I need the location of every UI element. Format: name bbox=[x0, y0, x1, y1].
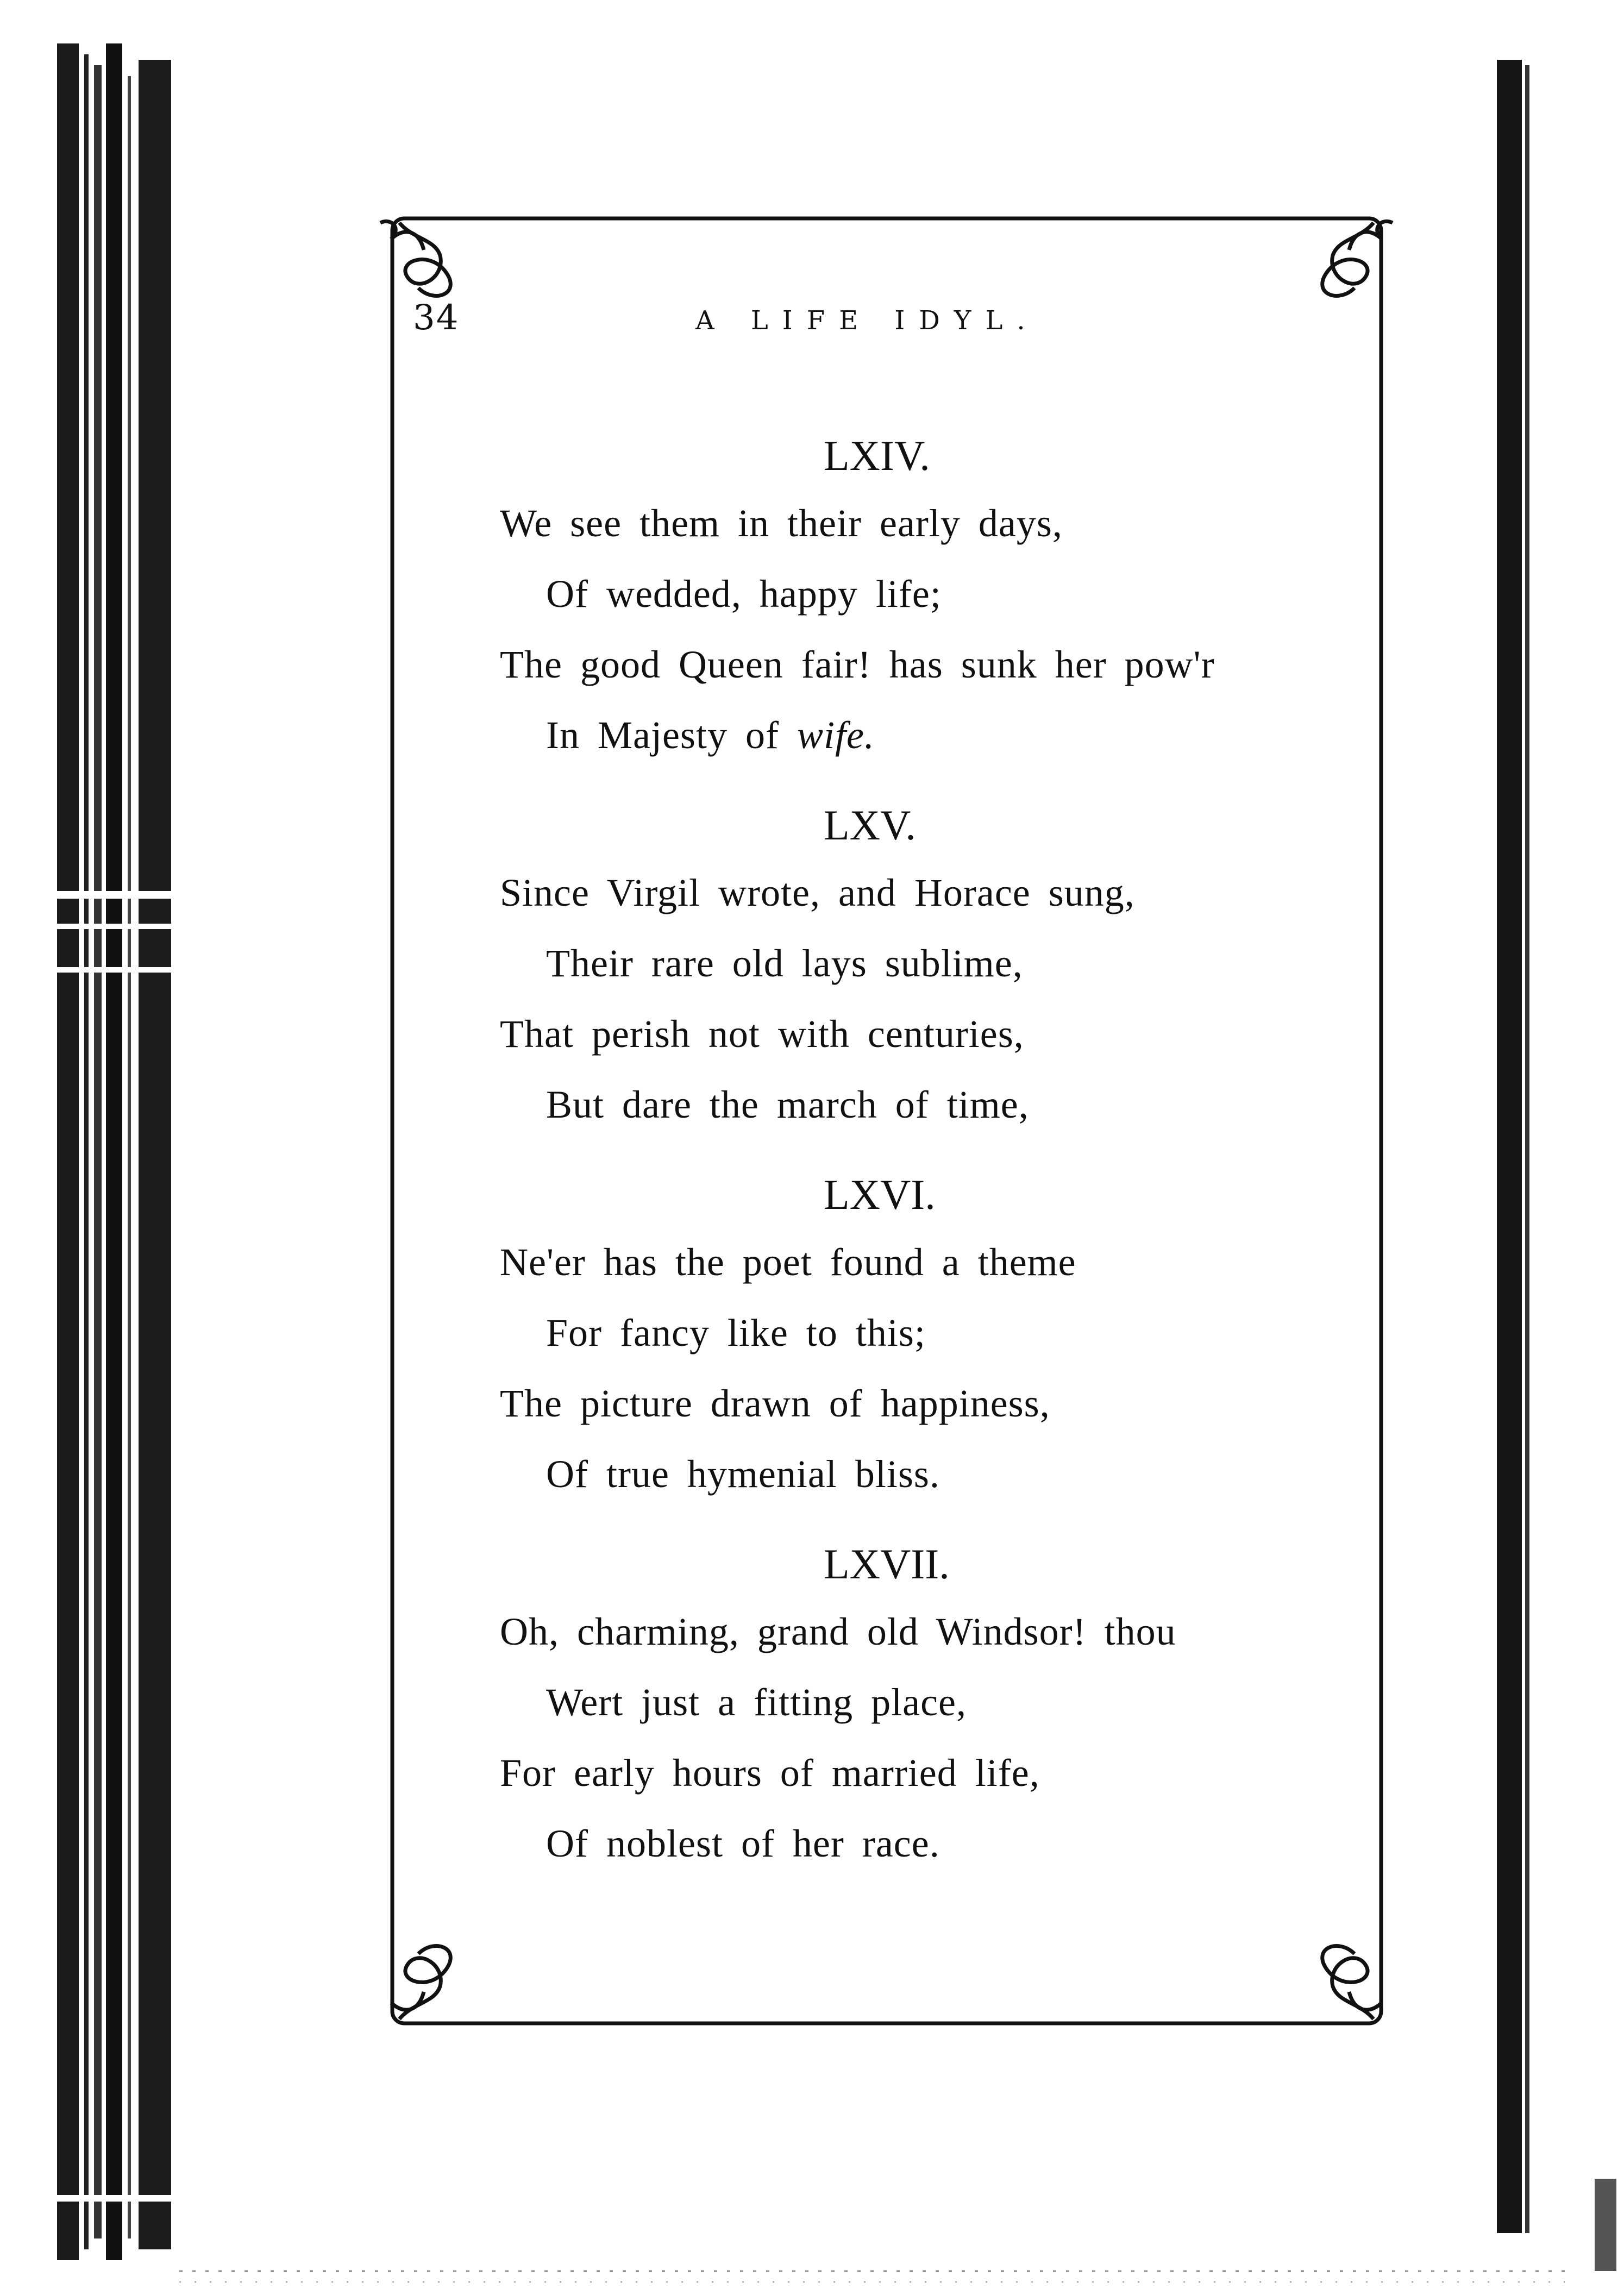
stanza-heading: LXV. bbox=[824, 801, 916, 849]
verse-line: For fancy like to this; bbox=[546, 1311, 926, 1355]
corner-flourish-icon bbox=[1322, 1946, 1382, 2019]
corner-flourish-icon bbox=[380, 221, 450, 296]
corner-flourish-icon bbox=[391, 1946, 450, 2019]
verse-line: Since Virgil wrote, and Horace sung, bbox=[500, 871, 1135, 914]
scan-noise-bottom bbox=[179, 2238, 1565, 2293]
verse-line: Wert just a fitting place, bbox=[546, 1681, 967, 1724]
verse-line: Ne'er has the poet found a theme bbox=[500, 1240, 1076, 1284]
verse-line bbox=[500, 700, 1369, 770]
verse-line: For early hours of married life, bbox=[500, 1751, 1040, 1795]
stanza bbox=[500, 793, 1369, 1140]
stanza-heading: LXVII. bbox=[824, 1540, 950, 1588]
stanza-heading: LXVI. bbox=[824, 1171, 936, 1218]
verse-line-emphasis: wife. bbox=[797, 713, 875, 757]
scan-edge-right bbox=[1486, 60, 1624, 2277]
verse-line: But dare the march of time, bbox=[546, 1083, 1029, 1126]
stanza bbox=[500, 1532, 1369, 1879]
verse-line: Oh, charming, grand old Windsor! thou bbox=[500, 1610, 1176, 1653]
corner-flourish-icon bbox=[1322, 221, 1393, 296]
verse-line: We see them in their early days, bbox=[500, 501, 1063, 545]
verse-line: The good Queen fair! has sunk her pow'r bbox=[500, 643, 1215, 686]
scan-edge-left bbox=[52, 43, 177, 2260]
poem-body bbox=[500, 424, 1369, 1879]
page-number: 34 bbox=[413, 298, 460, 338]
verse-line: Their rare old lays sublime, bbox=[546, 942, 1023, 985]
verse-line: That perish not with centuries, bbox=[500, 1012, 1024, 1056]
running-head: A LIFE IDYL. bbox=[695, 305, 1039, 336]
stanza bbox=[500, 1163, 1369, 1509]
verse-line-text: In Majesty of bbox=[546, 713, 797, 757]
verse-line: Of noblest of her race. bbox=[546, 1822, 940, 1865]
verse-line: The picture drawn of happiness, bbox=[500, 1382, 1050, 1425]
verse-line: Of wedded, happy life; bbox=[546, 572, 942, 616]
stanza-heading: LXIV. bbox=[824, 432, 930, 479]
verse-line: Of true hymenial bliss. bbox=[546, 1452, 940, 1496]
stanza bbox=[500, 424, 1369, 770]
